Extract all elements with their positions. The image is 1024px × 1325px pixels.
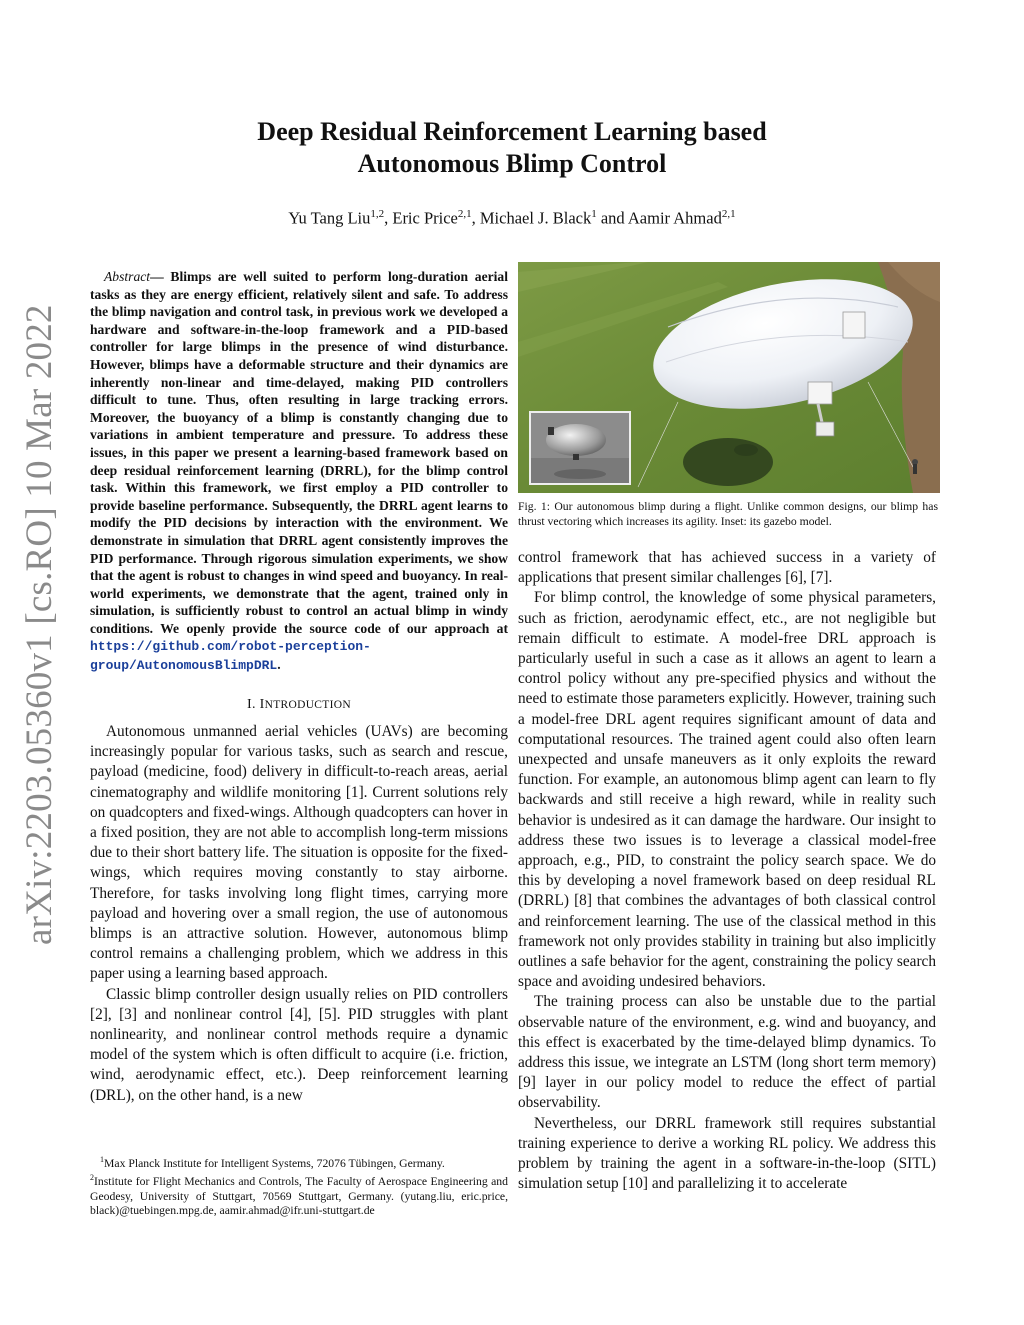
paragraph: For blimp control, the knowledge of some physical parameters, such as friction, aerodynamic effect, etc., are not negligible but remain difficult to estimate. A model-free DRL approach is particularly useful in such a case as it allows an agent to learn a control policy without any pre-specified physics and without the need to estimate those parameters explicitly. However, training such a model-free DRL agent requires significant amount of data and computational resources. The trained agent could also often learn unexpected and unsafe maneuvers as it only exploits the reward function. For example, an autonomous blimp agent can learn to fly backwards and still receive a high reward, while in reality such behavior is undesired as it can damage the hardware. Our insight to address these two issues is to leverage a classical model-free approach, e.g., PID, to constraint the policy search space. We do this by developing a novel framework based on deep residual RL (DRRL) [8] that combines the advantages of both classical control and reinforcement learning. The use of the classical method in this framework not only provides stability in training but also implicitly outlines a safe behavior for the agent, constraining the policy search space and avoiding undesired behaviors. <box>518 589 936 991</box>
section-heading-introduction <box>90 697 508 713</box>
author-list: Yu Tang Liu$^{1,2}$, Eric Price$^{2,1}$, Michael J. Black$^1$ and Aamir Ahmad$^{2,1}$ <box>288 208 736 228</box>
figure-blimp-photo <box>518 262 940 493</box>
paragraph: control framework that has achieved success in a variety of applications that present similar challenges [6], [7]. <box>518 549 936 587</box>
footnote-marker: 2 <box>90 1173 94 1183</box>
author-name: Aamir Ahmad <box>627 208 722 228</box>
paragraph: Autonomous unmanned aerial vehicles (UAVs) are becoming increasingly popular for various tasks, such as search and rescue, payload (medicine, food) delivery in difficult-to-reach areas, aerial cinematography and wildlife monitoring [1]. Current solutions rely on quadcopters and fixed-wings. Although quadcopters can hover in a fixed position, they are not able to accomplish long-term missions due to their short battery life. The situation is opposite for the fixed-wings, which requires moving constantly to stay airborne. Therefore, for tasks involving long flight times, carrying more payload and hovering over a small region, the use of autonomous blimps is an attractive solution. However, autonomous blimp control remains a challenging problem, which we address in this paper using a learning based approach. <box>90 723 508 983</box>
footnote-marker: 1 <box>100 1155 104 1164</box>
blimp-shadow <box>683 438 773 486</box>
abstract-text: — Blimps are well suited to perform long-duration aerial tasks as they are energy efficient, relatively silent and safe. To address the blimp navigation and control task, in previous work we developed a hardware and software-in-the-loop framework and a PID-based controller for large blimps in the presence of wind disturbance. However, blimps have a deformable structure and their dynamics are inherently non-linear and time-delayed, making PID controllers difficult to tune. Thus, often resulting in large tracking errors. Moreover, the buoyancy of a blimp is constantly changing due to variations in ambient temperature and pressure. To address these issues, in this paper we present a learning-based framework based on deep residual reinforcement learning (DRRL), for the blimp control task. Within this framework, we first employ a PID controller to provide baseline performance. Subsequently, the DRRL agent learns to modify the PID decisions by interaction with the environment. We demonstrate in simulation that DRRL agent consistently improves the PID performance. Through rigorous simulation experiments, we show that the agent is robust to changes in wind speed and buoyancy. In real-world experiments, we demonstrate that the agent, trained only in simulation, is sufficiently robust to control an actual blimp in windy conditions. We openly provide the source code of our approach at <box>90 269 508 636</box>
affiliation-marker: 1,2 <box>370 208 385 220</box>
abstract-end: . <box>277 657 281 673</box>
footnote-1: $^1$Max Planck Institute for Intelligent Systems, 72076 Tübingen, Germany. <box>100 1155 445 1170</box>
blimp-tail-fin <box>843 312 865 338</box>
author-name: Yu Tang Liu <box>288 208 371 228</box>
paper-title <box>150 116 874 180</box>
source-code-link[interactable]: https://github.com/robot-perception-group/AutonomousBlimpDRL <box>90 639 371 674</box>
affiliation-marker: 2,1 <box>457 208 472 220</box>
introduction-right-column <box>518 548 936 1195</box>
section-title-rest: NTRODUCTION <box>264 699 351 711</box>
abstract-label: Abstract <box>104 269 151 284</box>
paragraph: Classic blimp controller design usually relies on PID controllers [2], [3] and nonlinear control [4], [5]. PID struggles with plant nonlinearity, and nonlinear control methods require a dynamic model of the system which is often difficult to acquire (i.e. friction, wind, aerodynamic effect, etc.). Deep reinforcement learning (DRL), on the other hand, is a new <box>90 985 508 1104</box>
author-name: Eric Price <box>392 208 458 228</box>
blimp-photo-illustration <box>518 262 940 493</box>
arxiv-identifier-stamp: arXiv:2203.05360v1 [cs.RO] 10 Mar 2022 <box>19 304 60 945</box>
figure-caption: Fig. 1: Our autonomous blimp during a flight. Unlike common designs, our blimp has thrust vectoring which increases its agility. Inset: its gazebo model. <box>518 500 938 528</box>
section-title-initial: I <box>259 697 265 712</box>
affiliation-marker: 2,1 <box>721 208 736 220</box>
footnote-2: $^2$Institute for Flight Mechanics and Controls, The Faculty of Aerospace Engineering and Geodesy, University of Stuttgart, 70569 Stuttgart, Germany. (yutang.liu, eric.price, black)@tuebingen.mpg.de, aamir.ahmad@ifr.uni-stuttgart.de <box>90 1173 508 1218</box>
paragraph: Nevertheless, our DRRL framework still requires substantial training experience to derive a working RL policy. We address this problem by training the agent in a software-in-the-loop (SITL) simulation setup [10] and parallelizing it to accelerate <box>518 1114 936 1193</box>
author-name: Michael J. Black <box>479 208 592 228</box>
title-line-2: Autonomous Blimp Control <box>357 149 667 178</box>
abstract <box>90 268 508 675</box>
paragraph: The training process can also be unstable due to the partial observable nature of the environment, e.g. wind and buoyancy, and this effect is exacerbated by the time-delayed blimp dynamics. To address this issue, we integrate an LSTM (long short term memory) [9] layer in our policy model to reduce the effect of partial observability. <box>518 993 936 1112</box>
affiliation-marker: 1 <box>591 208 597 220</box>
title-line-1: Deep Residual Reinforcement Learning based <box>257 117 767 146</box>
introduction-left-column <box>90 722 508 1106</box>
section-number: I. <box>247 697 256 712</box>
affiliation-footnotes <box>90 1153 508 1219</box>
